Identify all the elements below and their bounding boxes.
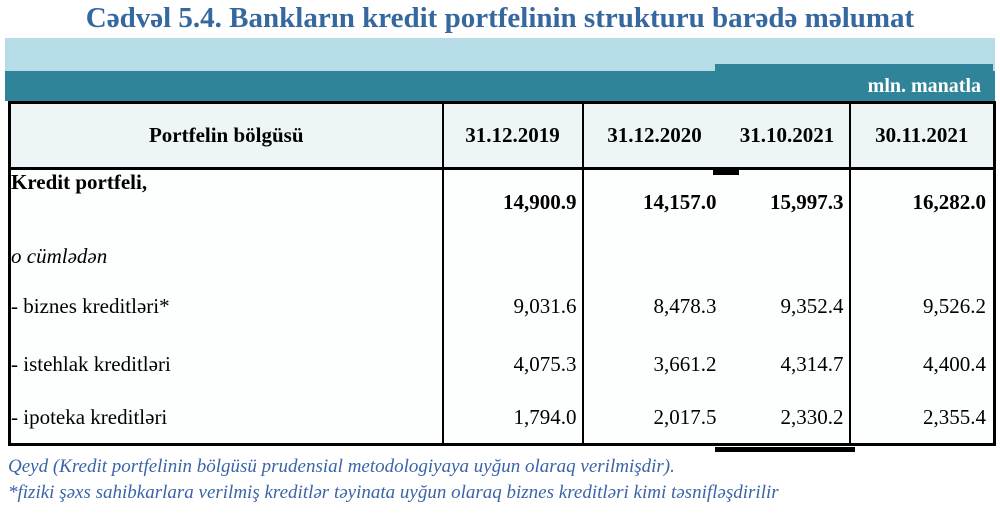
value-cell: 2,017.5 bbox=[583, 393, 726, 445]
value-cell: 14,900.9 bbox=[443, 169, 583, 235]
footnote-fiziki-sexs: *fiziki şəxs sahibkarlara verilmiş kreditlər təyinata uyğun olaraq biznes kreditləri kimi təsnifləşdirilir bbox=[8, 482, 779, 503]
row-label: - biznes kreditləri* bbox=[10, 278, 443, 336]
value-cell: 16,282.0 bbox=[850, 169, 995, 235]
table-row-istehlak bbox=[10, 336, 995, 393]
row-label: - ipoteka kreditləri bbox=[10, 393, 443, 445]
header-cell-date-2020: 31.12.2020 bbox=[583, 103, 726, 169]
value-cell: 2,330.2 bbox=[726, 393, 850, 445]
value-cell bbox=[443, 235, 583, 278]
footnote-qeyd: Qeyd (Kredit portfelinin bölgüsü prudensial metodologiyaya uyğun olaraq verilmişdir). bbox=[8, 456, 675, 477]
value-cell: 4,075.3 bbox=[443, 336, 583, 393]
value-cell: 4,400.4 bbox=[850, 336, 995, 393]
page-title: Cədvəl 5.4. Bankların kredit portfelinin strukturu barədə məlumat bbox=[85, 2, 915, 34]
table-row-ipoteka bbox=[10, 393, 995, 445]
header-row bbox=[10, 103, 995, 169]
value-cell: 2,355.4 bbox=[850, 393, 995, 445]
border-offset-artifact-bottom bbox=[715, 447, 855, 452]
table-row-kredit-portfeli bbox=[10, 169, 995, 235]
value-cell bbox=[850, 235, 995, 278]
row-label: o cümlədən bbox=[10, 235, 443, 278]
row-label: Kredit portfeli, bbox=[10, 169, 443, 235]
value-cell: 9,031.6 bbox=[443, 278, 583, 336]
row-label: - istehlak kreditləri bbox=[10, 336, 443, 393]
table-row-biznes bbox=[10, 278, 995, 336]
unit-label: mln. manatla bbox=[867, 75, 981, 97]
table-row-o-cumleden bbox=[10, 235, 995, 278]
value-cell: 15,997.3 bbox=[726, 169, 850, 235]
header-cell-date-nov2021: 30.11.2021 bbox=[850, 103, 995, 169]
unit-band bbox=[5, 71, 995, 101]
value-cell: 8,478.3 bbox=[583, 278, 726, 336]
credit-portfolio-table bbox=[8, 101, 996, 446]
header-cell-date-oct2021: 31.10.2021 bbox=[726, 103, 850, 169]
value-cell bbox=[583, 235, 726, 278]
value-cell bbox=[726, 235, 850, 278]
header-cell-portfolio: Portfelin bölgüsü bbox=[10, 103, 443, 169]
value-cell: 9,526.2 bbox=[850, 278, 995, 336]
data-table bbox=[8, 101, 996, 446]
value-cell: 14,157.0 bbox=[583, 169, 726, 235]
border-offset-artifact-top bbox=[713, 170, 739, 175]
value-cell: 3,661.2 bbox=[583, 336, 726, 393]
value-cell: 9,352.4 bbox=[726, 278, 850, 336]
header-cell-date-2019: 31.12.2019 bbox=[443, 103, 583, 169]
value-cell: 4,314.7 bbox=[726, 336, 850, 393]
value-cell: 1,794.0 bbox=[443, 393, 583, 445]
